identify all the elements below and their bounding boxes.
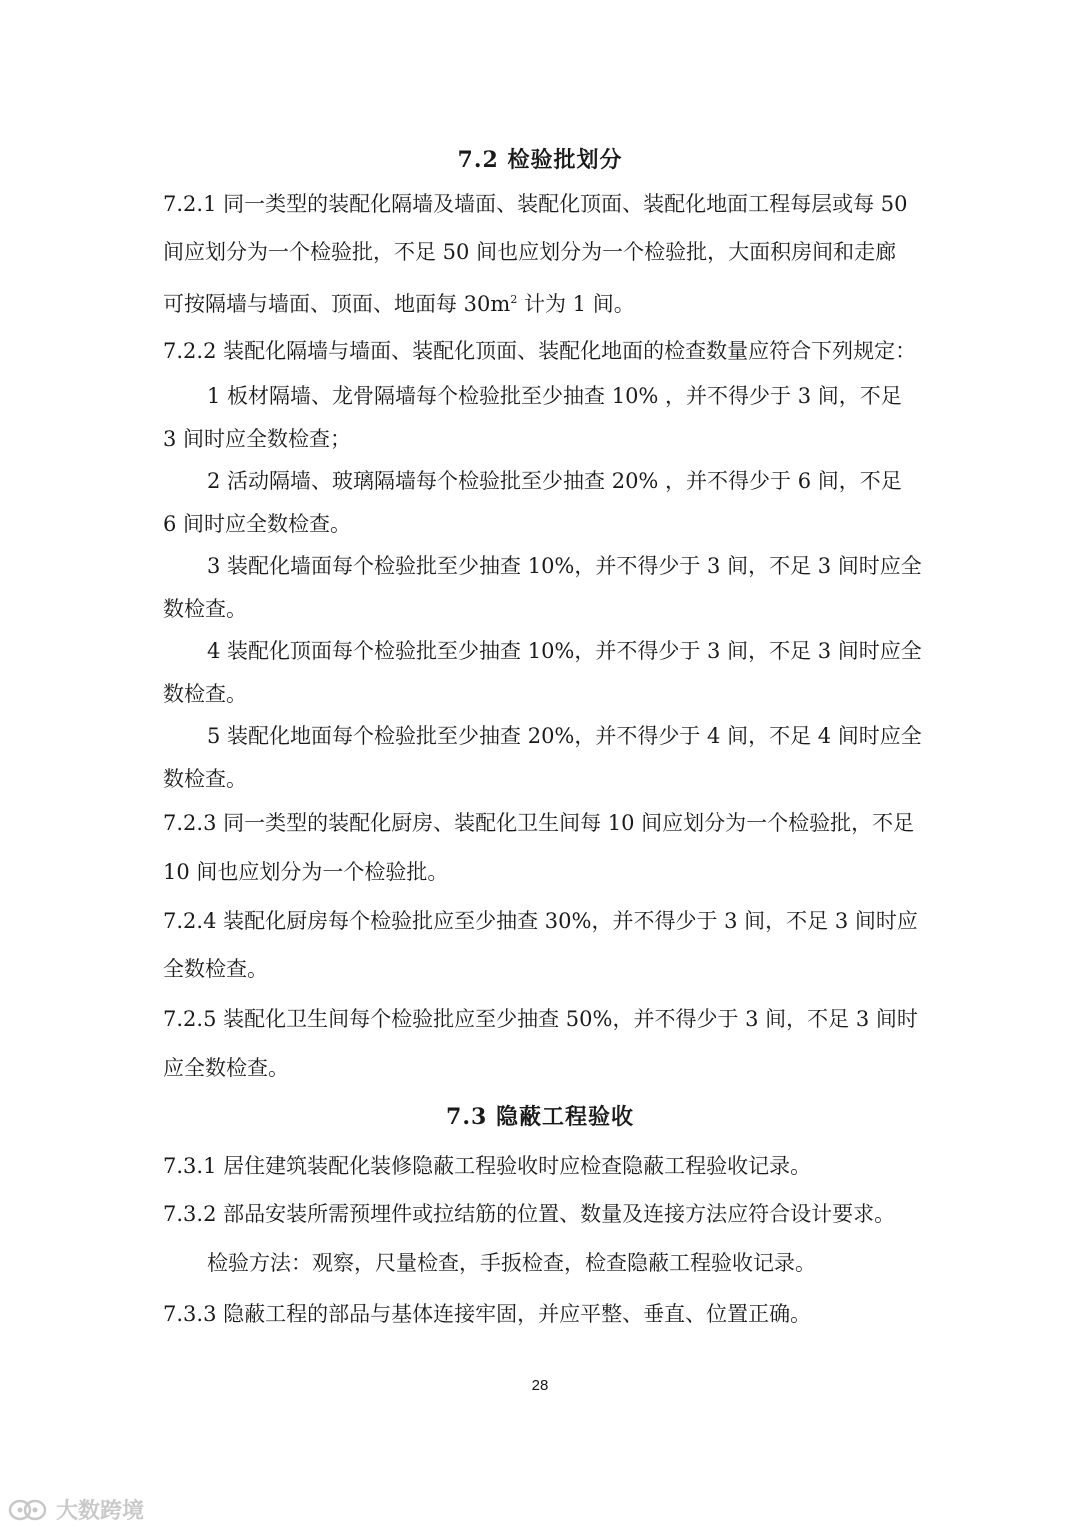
- watermark: [8, 1494, 144, 1525]
- clause-7-3-2: 7.3.2 部品安装所需预埋件或拉结筋的位置、数量及连接方法应符合设计要求。: [163, 1202, 896, 1226]
- clause-7-2-5-line-2: 应全数检查。: [163, 1056, 289, 1080]
- clause-7-2-2-item-5-line-2: 数检查。: [163, 767, 247, 791]
- clause-7-2-2-item-3-line-2: 数检查。: [163, 597, 247, 621]
- section-heading-7-3: 7.3 隐蔽工程验收: [446, 1104, 634, 1130]
- clause-7-3-3: 7.3.3 隐蔽工程的部品与基体连接牢固，并应平整、垂直、位置正确。: [163, 1302, 812, 1326]
- clause-7-2-2-line-1: 7.2.2 装配化隔墙与墙面、装配化顶面、装配化地面的检查数量应符合下列规定：: [163, 339, 917, 363]
- clause-7-3-1: 7.3.1 居住建筑装配化装修隐蔽工程验收时应检查隐蔽工程验收记录。: [163, 1154, 812, 1178]
- clause-7-2-5-line-1: 7.2.5 装配化卫生间每个检验批应至少抽查 50%，并不得少于 3 间，不足 3 间时: [163, 1007, 918, 1031]
- clause-7-2-2-item-2-line-1: 2 活动隔墙、玻璃隔墙每个检验批至少抽查 20% ，并不得少于 6 间，不足: [207, 469, 902, 493]
- section-heading-7-2: 7.2 检验批划分: [457, 147, 623, 173]
- clause-7-2-2-item-1-line-1: 1 板材隔墙、龙骨隔墙每个检验批至少抽查 10% ，并不得少于 3 间，不足: [207, 384, 902, 408]
- clause-7-2-4-line-1: 7.2.4 装配化厨房每个检验批应至少抽查 30%，并不得少于 3 间，不足 3 间时应: [163, 909, 918, 933]
- clause-7-2-3-line-2: 10 间也应划分为一个检验批。: [163, 860, 449, 884]
- superscript-2: 2: [510, 293, 518, 306]
- clause-7-2-2-item-4-line-2: 数检查。: [163, 682, 247, 706]
- watermark-text: 大数跨境: [56, 1499, 145, 1524]
- clause-7-2-2-item-2-line-2: 6 间时应全数检查。: [163, 512, 352, 536]
- clause-7-2-4-line-2: 全数检查。: [163, 957, 268, 981]
- page-number: 28: [531, 1377, 549, 1394]
- clause-7-2-2-item-1-line-2: 3 间时应全数检查；: [163, 427, 352, 451]
- clause-7-2-1-line-3-post: 计为 1 间。: [517, 292, 635, 316]
- clause-7-2-1-line-2: 间应划分为一个检验批，不足 50 间也应划分为一个检验批，大面积房间和走廊: [163, 240, 897, 264]
- clause-7-2-3-line-1: 7.2.3 同一类型的装配化厨房、装配化卫生间每 10 间应划分为一个检验批，不足: [163, 811, 915, 835]
- clause-7-2-1-line-3: [163, 285, 635, 319]
- clause-7-2-1-line-1: 7.2.1 同一类型的装配化隔墙及墙面、装配化顶面、装配化地面工程每层或每 50: [163, 192, 908, 216]
- clause-7-2-2-item-3-line-1: 3 装配化墙面每个检验批至少抽查 10%，并不得少于 3 间，不足 3 间时应全: [207, 554, 922, 578]
- clause-7-2-2-item-5-line-1: 5 装配化地面每个检验批至少抽查 20%，并不得少于 4 间，不足 4 间时应全: [207, 724, 922, 748]
- clause-7-2-1-line-3-pre: 可按隔墙与墙面、顶面、地面每 30m: [163, 292, 511, 316]
- logo-icon: [8, 1497, 48, 1523]
- inspection-method: 检验方法：观察，尺量检查，手扳检查，检查隐蔽工程验收记录。: [207, 1251, 816, 1275]
- clause-7-2-2-item-4-line-1: 4 装配化顶面每个检验批至少抽查 10%，并不得少于 3 间，不足 3 间时应全: [207, 639, 922, 663]
